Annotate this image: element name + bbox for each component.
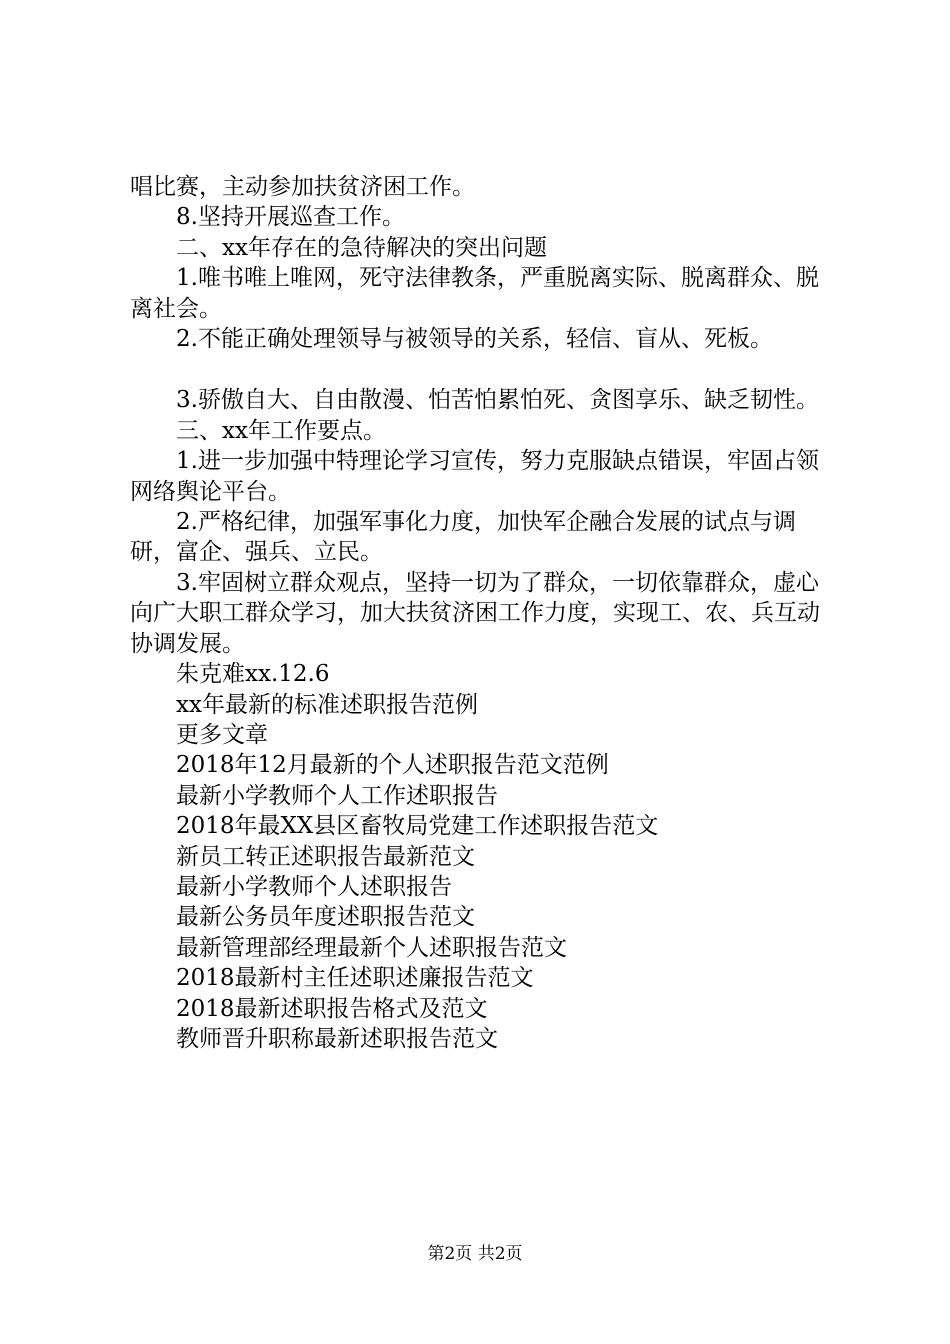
related-article-link[interactable]: 2018年12月最新的个人述职报告范文范例 [176,752,609,779]
more-articles-heading: 更多文章 [176,721,268,748]
paragraph: 3.牢固树立群众观点，坚持一切为了群众，一切依靠群众，虚心向广大职工群众学习，加大扶贫济困工作力度，实现工、农、兵互动协调发展。 [130,569,820,657]
paragraph: 2.严格纪律，加强军事化力度，加快军企融合发展的试点与调研，富企、强兵、立民。 [130,509,796,566]
paragraph: 1.唯书唯上唯网，死守法律教条，严重脱离实际、脱离群众、脱离社会。 [130,265,819,322]
related-article-link[interactable]: 教师晋升职称最新述职报告范文 [176,1025,498,1052]
related-article-link[interactable]: 2018最新述职报告格式及范文 [176,995,488,1022]
paragraph: 唱比赛，主动参加扶贫济困工作。 [130,174,475,200]
section-heading: 二、xx年存在的急待解决的突出问题 [176,234,547,261]
related-article-link[interactable]: 最新管理部经理最新个人述职报告范文 [176,934,567,961]
related-article-link[interactable]: 2018年最XX县区畜牧局党建工作述职报告范文 [176,813,659,840]
paragraph: 3.骄傲自大、自由散漫、怕苦怕累怕死、贪图享乐、缺乏韧性。 [176,387,819,414]
related-article-link[interactable]: 最新小学教师个人工作述职报告 [176,782,498,809]
document-body [130,172,840,1054]
related-article-link[interactable]: 最新公务员年度述职报告范文 [176,904,475,931]
paragraph: 2.不能正确处理领导与被领导的关系，轻信、盲从、死板。 [176,326,773,353]
paragraph: xx年最新的标准述职报告范例 [176,691,478,718]
related-article-link[interactable]: 新员工转正述职报告最新范文 [176,843,475,870]
paragraph: 8.坚持开展巡查工作。 [176,204,405,231]
section-heading: 三、xx年工作要点。 [176,417,386,444]
paragraph: 1.进一步加强中特理论学习宣传，努力克服缺点错误，牢固占领网络舆论平台。 [130,448,819,505]
signature-line: 朱克难xx.12.6 [176,661,330,688]
page-footer: 第2页 共2页 [427,1244,523,1264]
related-article-link[interactable]: 最新小学教师个人述职报告 [176,873,452,900]
related-article-link[interactable]: 2018最新村主任述职述廉报告范文 [176,965,534,992]
